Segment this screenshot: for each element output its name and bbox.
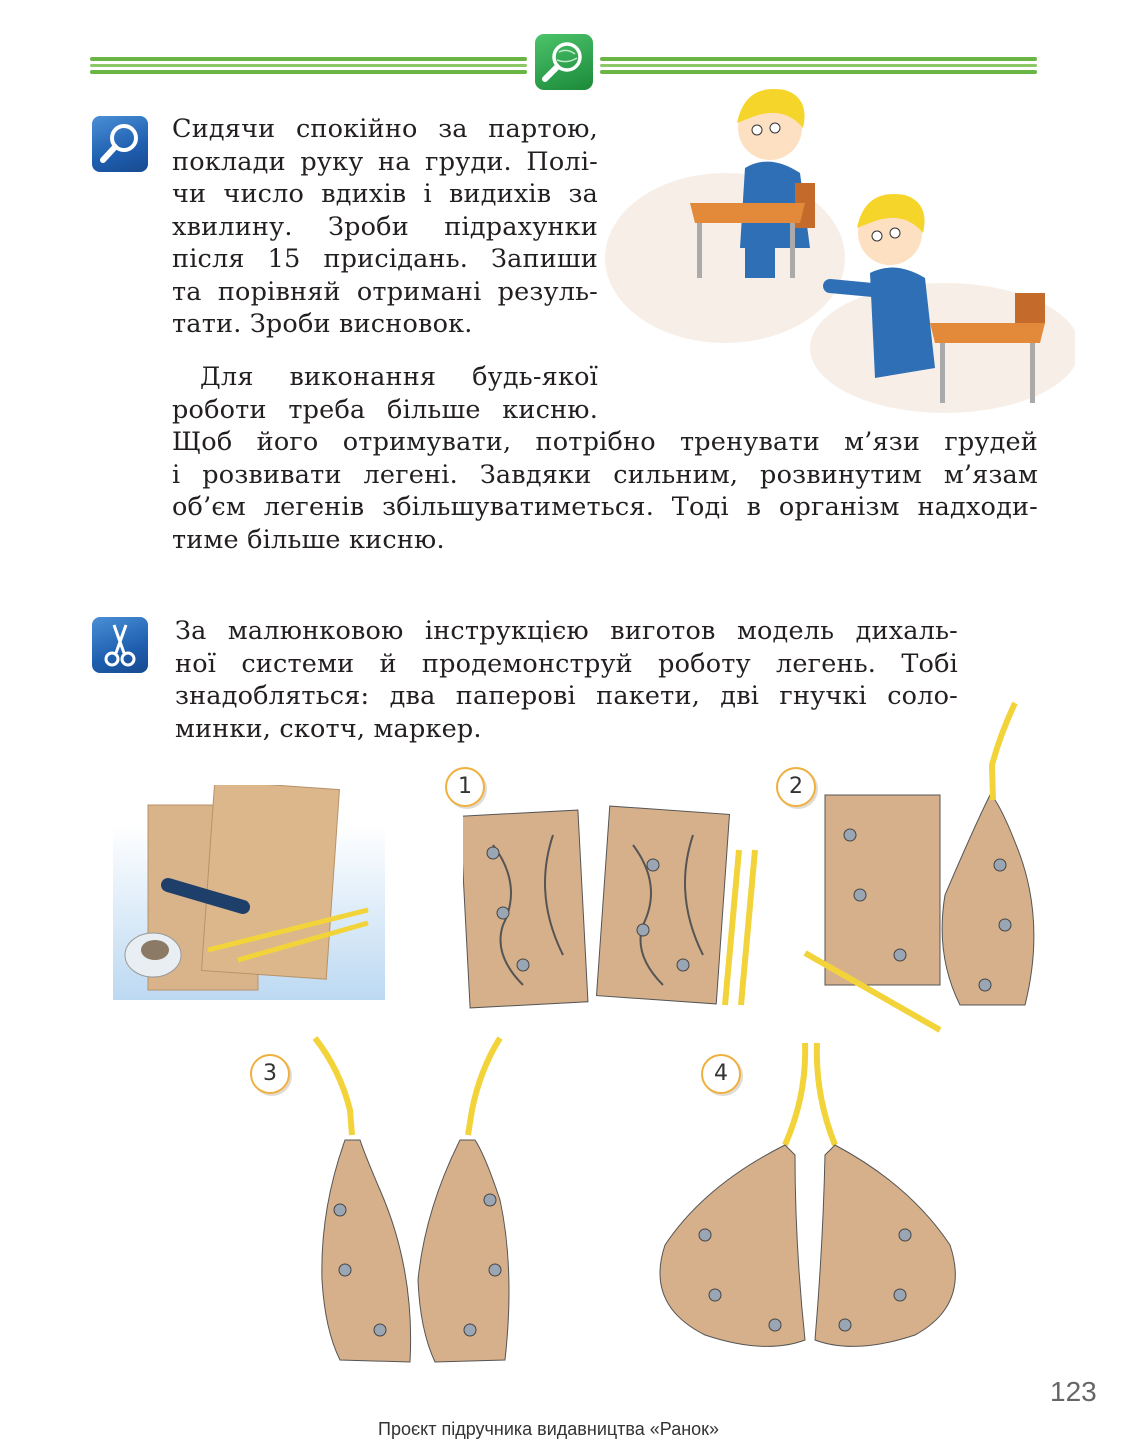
- text-line: хвилину. Зроби підрахунки: [172, 211, 598, 242]
- text-line: тиме більше кисню.: [172, 524, 445, 555]
- text-line: Сидячи спокійно за партою,: [172, 114, 598, 144]
- text-line: За малюнковою інструкцією виготов модель дихаль-: [175, 616, 958, 646]
- step3-illustration: [300, 1030, 530, 1375]
- text-line: поклади руку на груди. Полі-: [172, 146, 598, 177]
- info-text: [172, 361, 1038, 556]
- footer-text: Проєкт підручника видавництва «Ранок»: [378, 1419, 720, 1439]
- text-line: Щоб його отримувати, потрібно тренувати м’язи грудей: [172, 427, 1038, 457]
- step-badge-1: 1: [445, 767, 485, 807]
- magnifier-globe-icon: [535, 34, 593, 90]
- step4-illustration: [645, 1035, 970, 1365]
- text-line: чи число вдихів і видихів за: [172, 179, 598, 209]
- text-line: знадобляться: два паперові пакети, дві гнучкі соло-: [175, 681, 958, 711]
- step2-illustration: [800, 695, 1045, 1035]
- text-line: роботи треба більше кисню.: [172, 394, 598, 425]
- text-line: і розвивати легені. Завдяки сильним, розвинутим м’язам: [172, 459, 1038, 490]
- step-badge-2: 2: [776, 767, 816, 807]
- page-number: 123: [1050, 1376, 1097, 1407]
- text-line: минки, скотч, маркер.: [175, 713, 482, 744]
- step-badge-3: 3: [250, 1054, 290, 1094]
- text-line: Для виконання будь-якої: [200, 362, 598, 392]
- scissors-icon: [92, 617, 148, 673]
- materials-photo: [113, 785, 385, 1000]
- text-line: та порівняй отримані резуль-: [172, 276, 598, 307]
- text-line: після 15 присідань. Запиши: [172, 244, 598, 274]
- activity1-text: [172, 113, 598, 341]
- magnifier-icon: [92, 116, 148, 172]
- step-badge-4: 4: [701, 1054, 741, 1094]
- step1-illustration: [463, 805, 773, 1010]
- text-line: тати. Зроби висновок.: [172, 309, 473, 339]
- text-line: об’єм легенів збільшуватиметься. Тоді в організм надходи-: [172, 492, 1038, 522]
- text-line: ної системи й продемонструй роботу легень. Тобі: [175, 648, 958, 679]
